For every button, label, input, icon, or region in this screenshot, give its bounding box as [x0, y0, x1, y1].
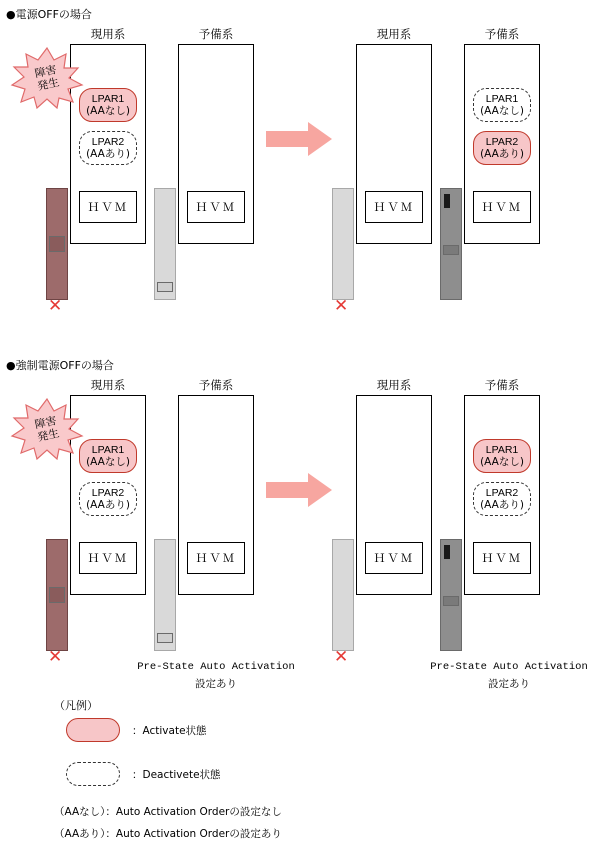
failure-badge-2	[10, 398, 84, 460]
note-pre-state-right: Pre-State Auto Activation	[430, 661, 588, 673]
lpar1-sub: (AAなし)	[480, 456, 524, 468]
lpar2-sub: (AAあり)	[480, 148, 524, 160]
lpar1-before-active-2	[79, 439, 137, 473]
lpar1-name: LPAR1	[485, 92, 519, 105]
failure-badge-line2: 発生	[36, 426, 61, 445]
transition-arrow-1	[266, 122, 332, 161]
power-bar-cap-before-standby-2	[157, 633, 173, 643]
legend-row-aa-ari: （AAあり）：Auto Activation Orderの設定あり	[54, 828, 282, 840]
legend-label-activate: ：Activate状態	[132, 724, 207, 737]
lpar1-name: LPAR1	[91, 92, 125, 105]
failure-badge-line1: 障害	[33, 62, 58, 81]
lpar1-after-standby-1	[473, 88, 531, 122]
note-pre-state-left-sub: 設定あり	[195, 678, 237, 690]
legend-label-deactivate: ：Deactivete状態	[132, 768, 221, 781]
lpar1-name: LPAR1	[91, 443, 125, 456]
column-label-before-active-2: 現用系	[90, 378, 126, 392]
lpar2-sub: (AAあり)	[86, 148, 130, 160]
power-bar-cap-before-active-2	[49, 587, 65, 603]
lpar1-after-standby-2	[473, 439, 531, 473]
transition-arrow-2	[266, 473, 332, 512]
legend-row-activate	[66, 718, 207, 742]
legend-swatch-activate	[66, 718, 120, 742]
lpar2-before-active-1	[79, 131, 137, 165]
lpar2-before-active-2	[79, 482, 137, 516]
legend-swatch-deactivate	[66, 762, 120, 786]
x-mark-before-active-2: ✕	[48, 647, 63, 666]
failure-badge-line1: 障害	[33, 413, 58, 432]
column-label-after-standby-1: 予備系	[484, 27, 520, 41]
hvm-before-active-1: ＨＶＭ	[79, 191, 137, 223]
column-label-after-active-2: 現用系	[376, 378, 412, 392]
legend-row-deactivate	[66, 762, 221, 786]
hvm-after-active-2: ＨＶＭ	[365, 542, 423, 574]
lpar2-sub: (AAあり)	[480, 499, 524, 511]
column-label-after-active-1: 現用系	[376, 27, 412, 41]
hvm-after-standby-2: ＨＶＭ	[473, 542, 531, 574]
lpar1-name: LPAR1	[485, 443, 519, 456]
note-pre-state-right-sub: 設定あり	[488, 678, 530, 690]
column-label-after-standby-2: 予備系	[484, 378, 520, 392]
hvm-before-active-2: ＨＶＭ	[79, 542, 137, 574]
power-bar-cap-before-standby-1	[157, 282, 173, 292]
column-label-before-standby-1: 予備系	[198, 27, 234, 41]
lpar1-sub: (AAなし)	[480, 105, 524, 117]
hvm-after-standby-1: ＨＶＭ	[473, 191, 531, 223]
legend-row-aa-nashi: （AAなし）：Auto Activation Orderの設定なし	[54, 806, 282, 818]
lpar2-after-standby-2	[473, 482, 531, 516]
lpar2-name: LPAR2	[485, 486, 519, 499]
hvm-before-standby-2: ＨＶＭ	[187, 542, 245, 574]
column-label-before-standby-2: 予備系	[198, 378, 234, 392]
power-bar-cap-before-active-1	[49, 236, 65, 252]
lpar2-name: LPAR2	[91, 486, 125, 499]
power-bar-cap-after-standby-1	[443, 245, 459, 255]
lpar1-before-active-1	[79, 88, 137, 122]
lpar2-name: LPAR2	[91, 135, 125, 148]
lpar2-name: LPAR2	[485, 135, 519, 148]
lpar1-sub: (AAなし)	[86, 105, 130, 117]
column-label-before-active-1: 現用系	[90, 27, 126, 41]
note-pre-state-left: Pre-State Auto Activation	[137, 661, 295, 673]
lpar1-sub: (AAなし)	[86, 456, 130, 468]
section-title-power-off: ●電源OFFの場合	[6, 8, 92, 21]
power-bar-after-active-1	[332, 188, 354, 300]
power-bar-indicator-after-standby-1	[444, 194, 450, 208]
legend-title: （凡例）	[54, 699, 98, 712]
x-mark-before-active-1: ✕	[48, 296, 63, 315]
power-bar-after-active-2	[332, 539, 354, 651]
lpar2-sub: (AAあり)	[86, 499, 130, 511]
x-mark-after-active-2: ✕	[334, 647, 349, 666]
power-bar-cap-after-standby-2	[443, 596, 459, 606]
hvm-after-active-1: ＨＶＭ	[365, 191, 423, 223]
power-bar-indicator-after-standby-2	[444, 545, 450, 559]
failure-badge-1	[10, 47, 84, 109]
section-title-forced-power-off: ●強制電源OFFの場合	[6, 359, 114, 372]
lpar2-after-standby-1	[473, 131, 531, 165]
x-mark-after-active-1: ✕	[334, 296, 349, 315]
failure-badge-line2: 発生	[36, 75, 61, 94]
hvm-before-standby-1: ＨＶＭ	[187, 191, 245, 223]
